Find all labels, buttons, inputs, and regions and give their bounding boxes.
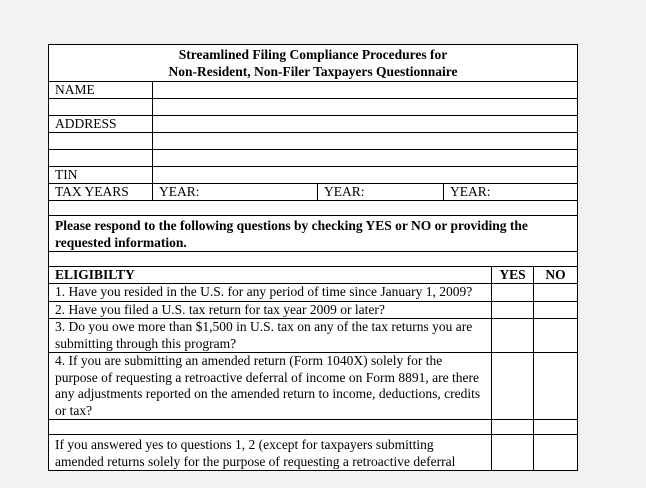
title-row <box>49 45 578 82</box>
followup-row <box>49 435 578 471</box>
address-field-line-2[interactable] <box>153 133 578 150</box>
name-label: NAME <box>49 82 153 99</box>
questionnaire-table <box>48 44 578 471</box>
eligibility-heading: ELIGIBILTY <box>49 267 492 284</box>
yes-checkbox-2[interactable] <box>492 301 534 319</box>
tax-years-label: TAX YEARS <box>49 184 153 201</box>
yes-checkbox-4[interactable] <box>492 353 534 420</box>
question-4: 4. If you are submitting an amended return (Form 1040X) solely for the purpose of requesting a retroactive deferral of income on Form 8891, are there any adjustments reported on the amended return to income, deductions, credits or tax? <box>49 353 492 420</box>
instructions-row <box>49 216 578 252</box>
spacer-cell <box>49 420 492 435</box>
address-field[interactable] <box>153 116 578 133</box>
followup-text: If you answered yes to questions 1, 2 (except for taxpayers submitting amended returns solely for the purpose of requesting a retroactive deferral <box>49 435 492 471</box>
yes-checkbox-5[interactable] <box>492 435 534 471</box>
address-label: ADDRESS <box>49 116 153 133</box>
blank-cell <box>49 150 153 167</box>
no-checkbox-2[interactable] <box>534 301 578 319</box>
form-title-line-2: Non-Resident, Non-Filer Taxpayers Questionnaire <box>168 63 458 79</box>
address-row-2 <box>49 133 578 150</box>
question-row-2 <box>49 301 578 319</box>
spacer-row <box>49 420 578 435</box>
yes-checkbox-3[interactable] <box>492 319 534 353</box>
question-row-3 <box>49 319 578 353</box>
tin-row <box>49 167 578 184</box>
spacer-cell <box>49 201 578 216</box>
yes-column-header: YES <box>492 267 534 284</box>
address-row <box>49 116 578 133</box>
year-field-2[interactable]: YEAR: <box>318 184 444 201</box>
name-field-line-2[interactable] <box>153 99 578 116</box>
no-column-header: NO <box>534 267 578 284</box>
address-row-3 <box>49 150 578 167</box>
blank-cell <box>49 99 153 116</box>
name-field[interactable] <box>153 82 578 99</box>
year-field-3[interactable]: YEAR: <box>444 184 578 201</box>
yes-checkbox-1[interactable] <box>492 284 534 302</box>
no-checkbox-3[interactable] <box>534 319 578 353</box>
tin-field[interactable] <box>153 167 578 184</box>
spacer-cell <box>492 420 534 435</box>
question-2: 2. Have you filed a U.S. tax return for tax year 2009 or later? <box>49 301 492 319</box>
spacer-cell <box>534 420 578 435</box>
spacer-row <box>49 252 578 267</box>
question-3: 3. Do you owe more than $1,500 in U.S. tax on any of the tax returns you are submitting through this program? <box>49 319 492 353</box>
tax-years-row <box>49 184 578 201</box>
blank-cell <box>49 133 153 150</box>
address-field-line-3[interactable] <box>153 150 578 167</box>
form-title <box>49 45 578 82</box>
name-row-2 <box>49 99 578 116</box>
question-row-4 <box>49 353 578 420</box>
spacer-cell <box>49 252 578 267</box>
year-field-1[interactable]: YEAR: <box>153 184 318 201</box>
question-row-1 <box>49 284 578 302</box>
form-title-line-1: Streamlined Filing Compliance Procedures for <box>178 47 448 62</box>
no-checkbox-5[interactable] <box>534 435 578 471</box>
spacer-row <box>49 201 578 216</box>
no-checkbox-4[interactable] <box>534 353 578 420</box>
eligibility-header-row <box>49 267 578 284</box>
no-checkbox-1[interactable] <box>534 284 578 302</box>
question-1: 1. Have you resided in the U.S. for any period of time since January 1, 2009? <box>49 284 492 302</box>
name-row <box>49 82 578 99</box>
tin-label: TIN <box>49 167 153 184</box>
instructions-text: Please respond to the following questions by checking YES or NO or providing the requested information. <box>49 216 578 252</box>
